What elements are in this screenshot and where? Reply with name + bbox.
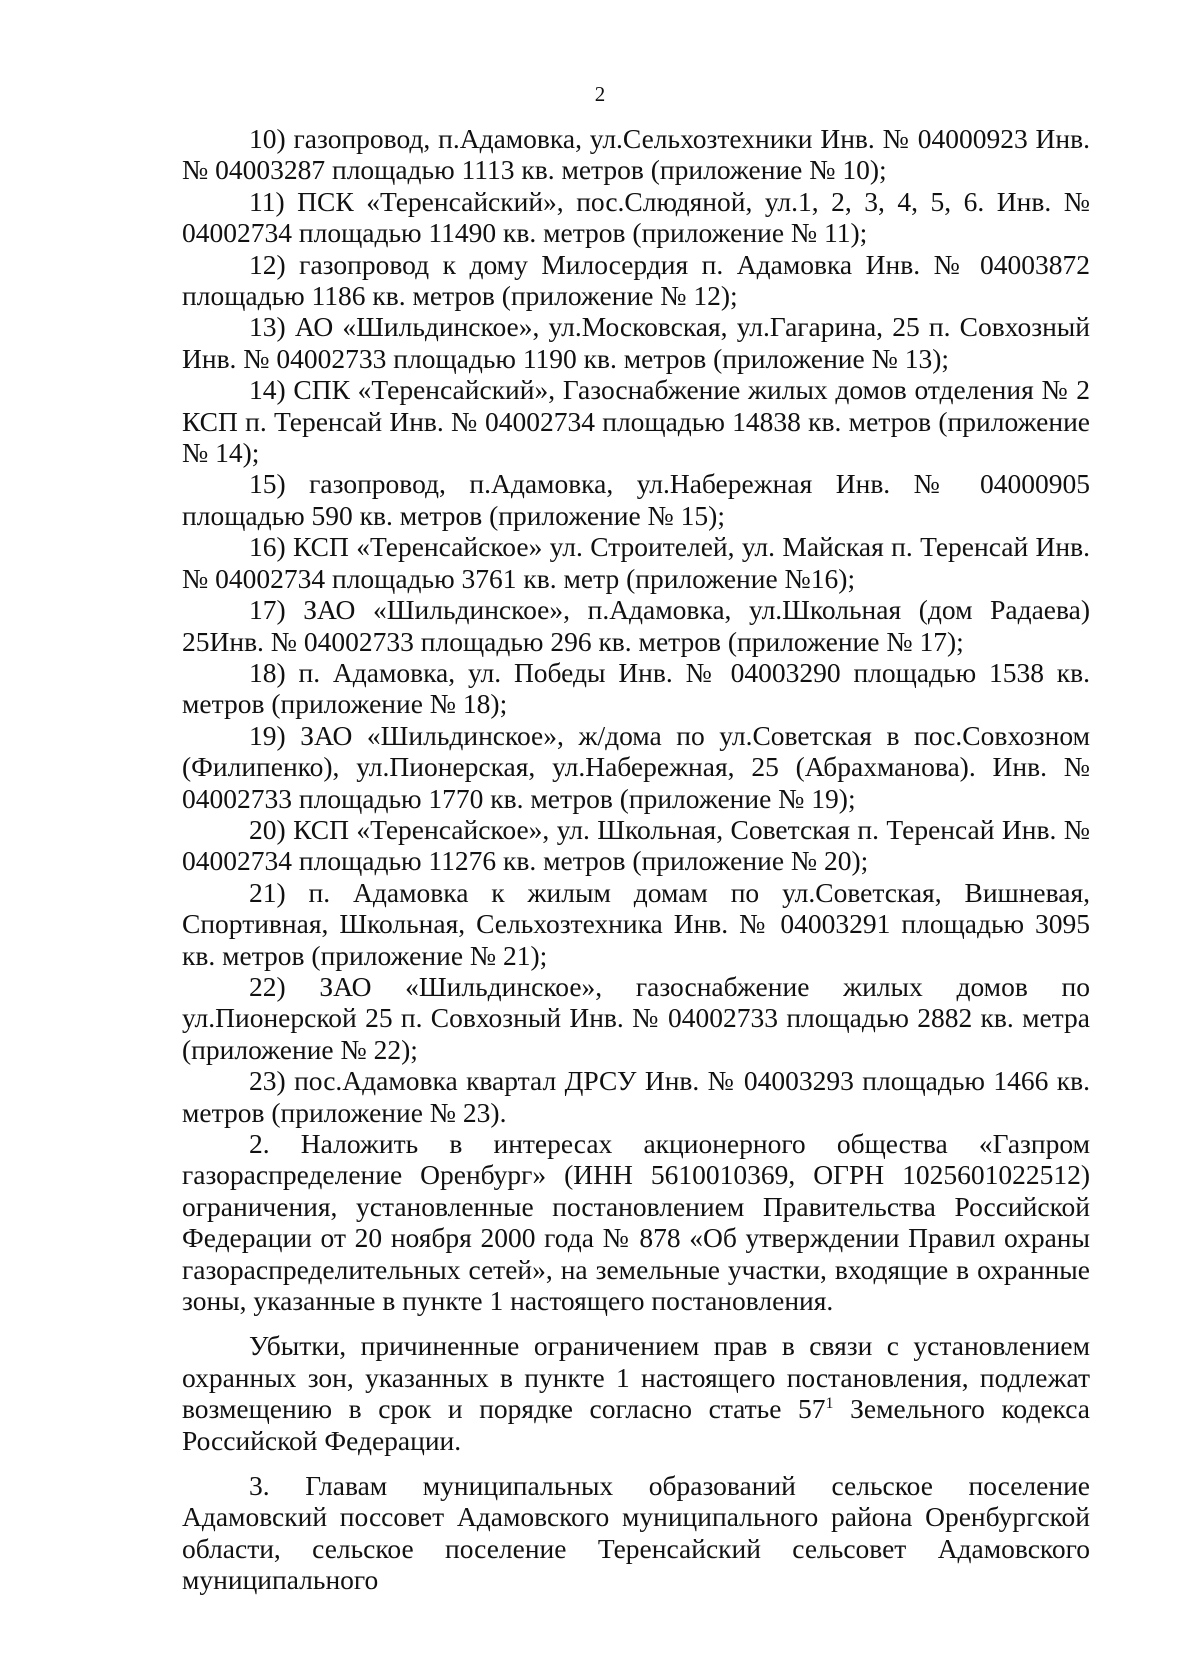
document-body <box>182 123 1090 1596</box>
page-number: 2 <box>594 82 606 106</box>
paragraph-losses-tail: Земельного кодекса Российской Федерации. <box>182 1393 1090 1456</box>
list-item-19: 19) ЗАО «Шильдинское», ж/дома по ул.Советская в пос.Совхозном (Филипенко), ул.Пионерская, ул.Набережная, 25 (Абрахманова). Инв. № 04002733 площадью 1770 кв. метров (приложение № 19); <box>182 719 1090 814</box>
list-item-20: 20) КСП «Теренсайское», ул. Школьная, Советская п. Теренсай Инв. № 04002734 площадью 11276 кв. метров (приложение № 20); <box>182 813 1090 877</box>
article-superscript: 1 <box>825 1395 834 1413</box>
list-item-17: 17) ЗАО «Шильдинское», п.Адамовка, ул.Школьная (дом Радаева) 25Инв. № 04002733 площадью 296 кв. метров (приложение № 17); <box>182 594 1090 657</box>
paragraph-losses <box>182 1330 1090 1456</box>
list-item-22: 22) ЗАО «Шильдинское», газоснабжение жилых домов по ул.Пионерской 25 п. Совхозный Инв. № 04002733 площадью 2882 кв. метра (приложение № 22); <box>182 970 1090 1065</box>
list-item-11: 11) ПСК «Теренсайский», пос.Слюдяной, ул.1, 2, 3, 4, 5, 6. Инв. № 04002734 площадью 11490 кв. метров (приложение № 11); <box>182 185 1090 249</box>
list-item-10: 10) газопровод, п.Адамовка, ул.Сельхозтехники Инв. № 04000923 Инв. № 04003287 площадью 1113 кв. метров (приложение № 10); <box>182 123 1090 186</box>
list-item-16: 16) КСП «Теренсайское» ул. Строителей, ул. Майская п. Теренсай Инв. № 04002734 площадью 3761 кв. метр (приложение №16); <box>182 531 1090 594</box>
list-item-13: 13) АО «Шильдинское», ул.Московская, ул.Гагарина, 25 п. Совхозный Инв. № 04002733 площадью 1190 кв. метров (приложение № 13); <box>182 311 1090 374</box>
paragraph-3: 3. Главам муниципальных образований сельское поселение Адамовский поссовет Адамовского муниципального района Оренбургской области, сельское поселение Теренсайский сельсовет Адамовского муниципального <box>182 1470 1090 1596</box>
list-item-14: 14) СПК «Теренсайский», Газоснабжение жилых домов отделения № 2 КСП п. Теренсай Инв. № 04002734 площадью 14838 кв. метров (приложение № 14); <box>182 374 1090 469</box>
list-item-12: 12) газопровод к дому Милосердия п. Адамовка Инв. № 04003872 площадью 1186 кв. метров (приложение № 12); <box>182 248 1090 312</box>
list-item-15: 15) газопровод, п.Адамовка, ул.Набережная Инв. № 04000905 площадью 590 кв. метров (приложение № 15); <box>182 468 1090 531</box>
list-item-23: 23) пос.Адамовка квартал ДРСУ Инв. № 04003293 площадью 1466 кв. метров (приложение № 23). <box>182 1065 1090 1128</box>
list-item-21: 21) п. Адамовка к жилым домам по ул.Советская, Вишневая, Спортивная, Школьная, Сельхозтехника Инв. № 04003291 площадью 3095 кв. метров (приложение № 21); <box>182 876 1090 971</box>
paragraph-losses-text: Убытки, причиненные ограничением прав в связи с установлением охранных зон, указанных в пункте 1 настоящего постановления, подлежат возмещению в срок и порядке согласно статье 57 <box>182 1330 1090 1425</box>
list-item-18: 18) п. Адамовка, ул. Победы Инв. № 04003290 площадью 1538 кв. метров (приложение № 18); <box>182 656 1090 720</box>
paragraph-2: 2. Наложить в интересах акционерного общества «Газпром газораспределение Оренбург» (ИНН 5610010369, ОГРН 1025601022512) ограничения, установленные постановлением Правительства Российской Федерации от 20 ноября 2000 года № 878 «Об утверждении Правил охраны газораспределительных сетей», на земельные участки, входящие в охранные зоны, указанные в пункте 1 настоящего постановления. <box>182 1128 1090 1317</box>
